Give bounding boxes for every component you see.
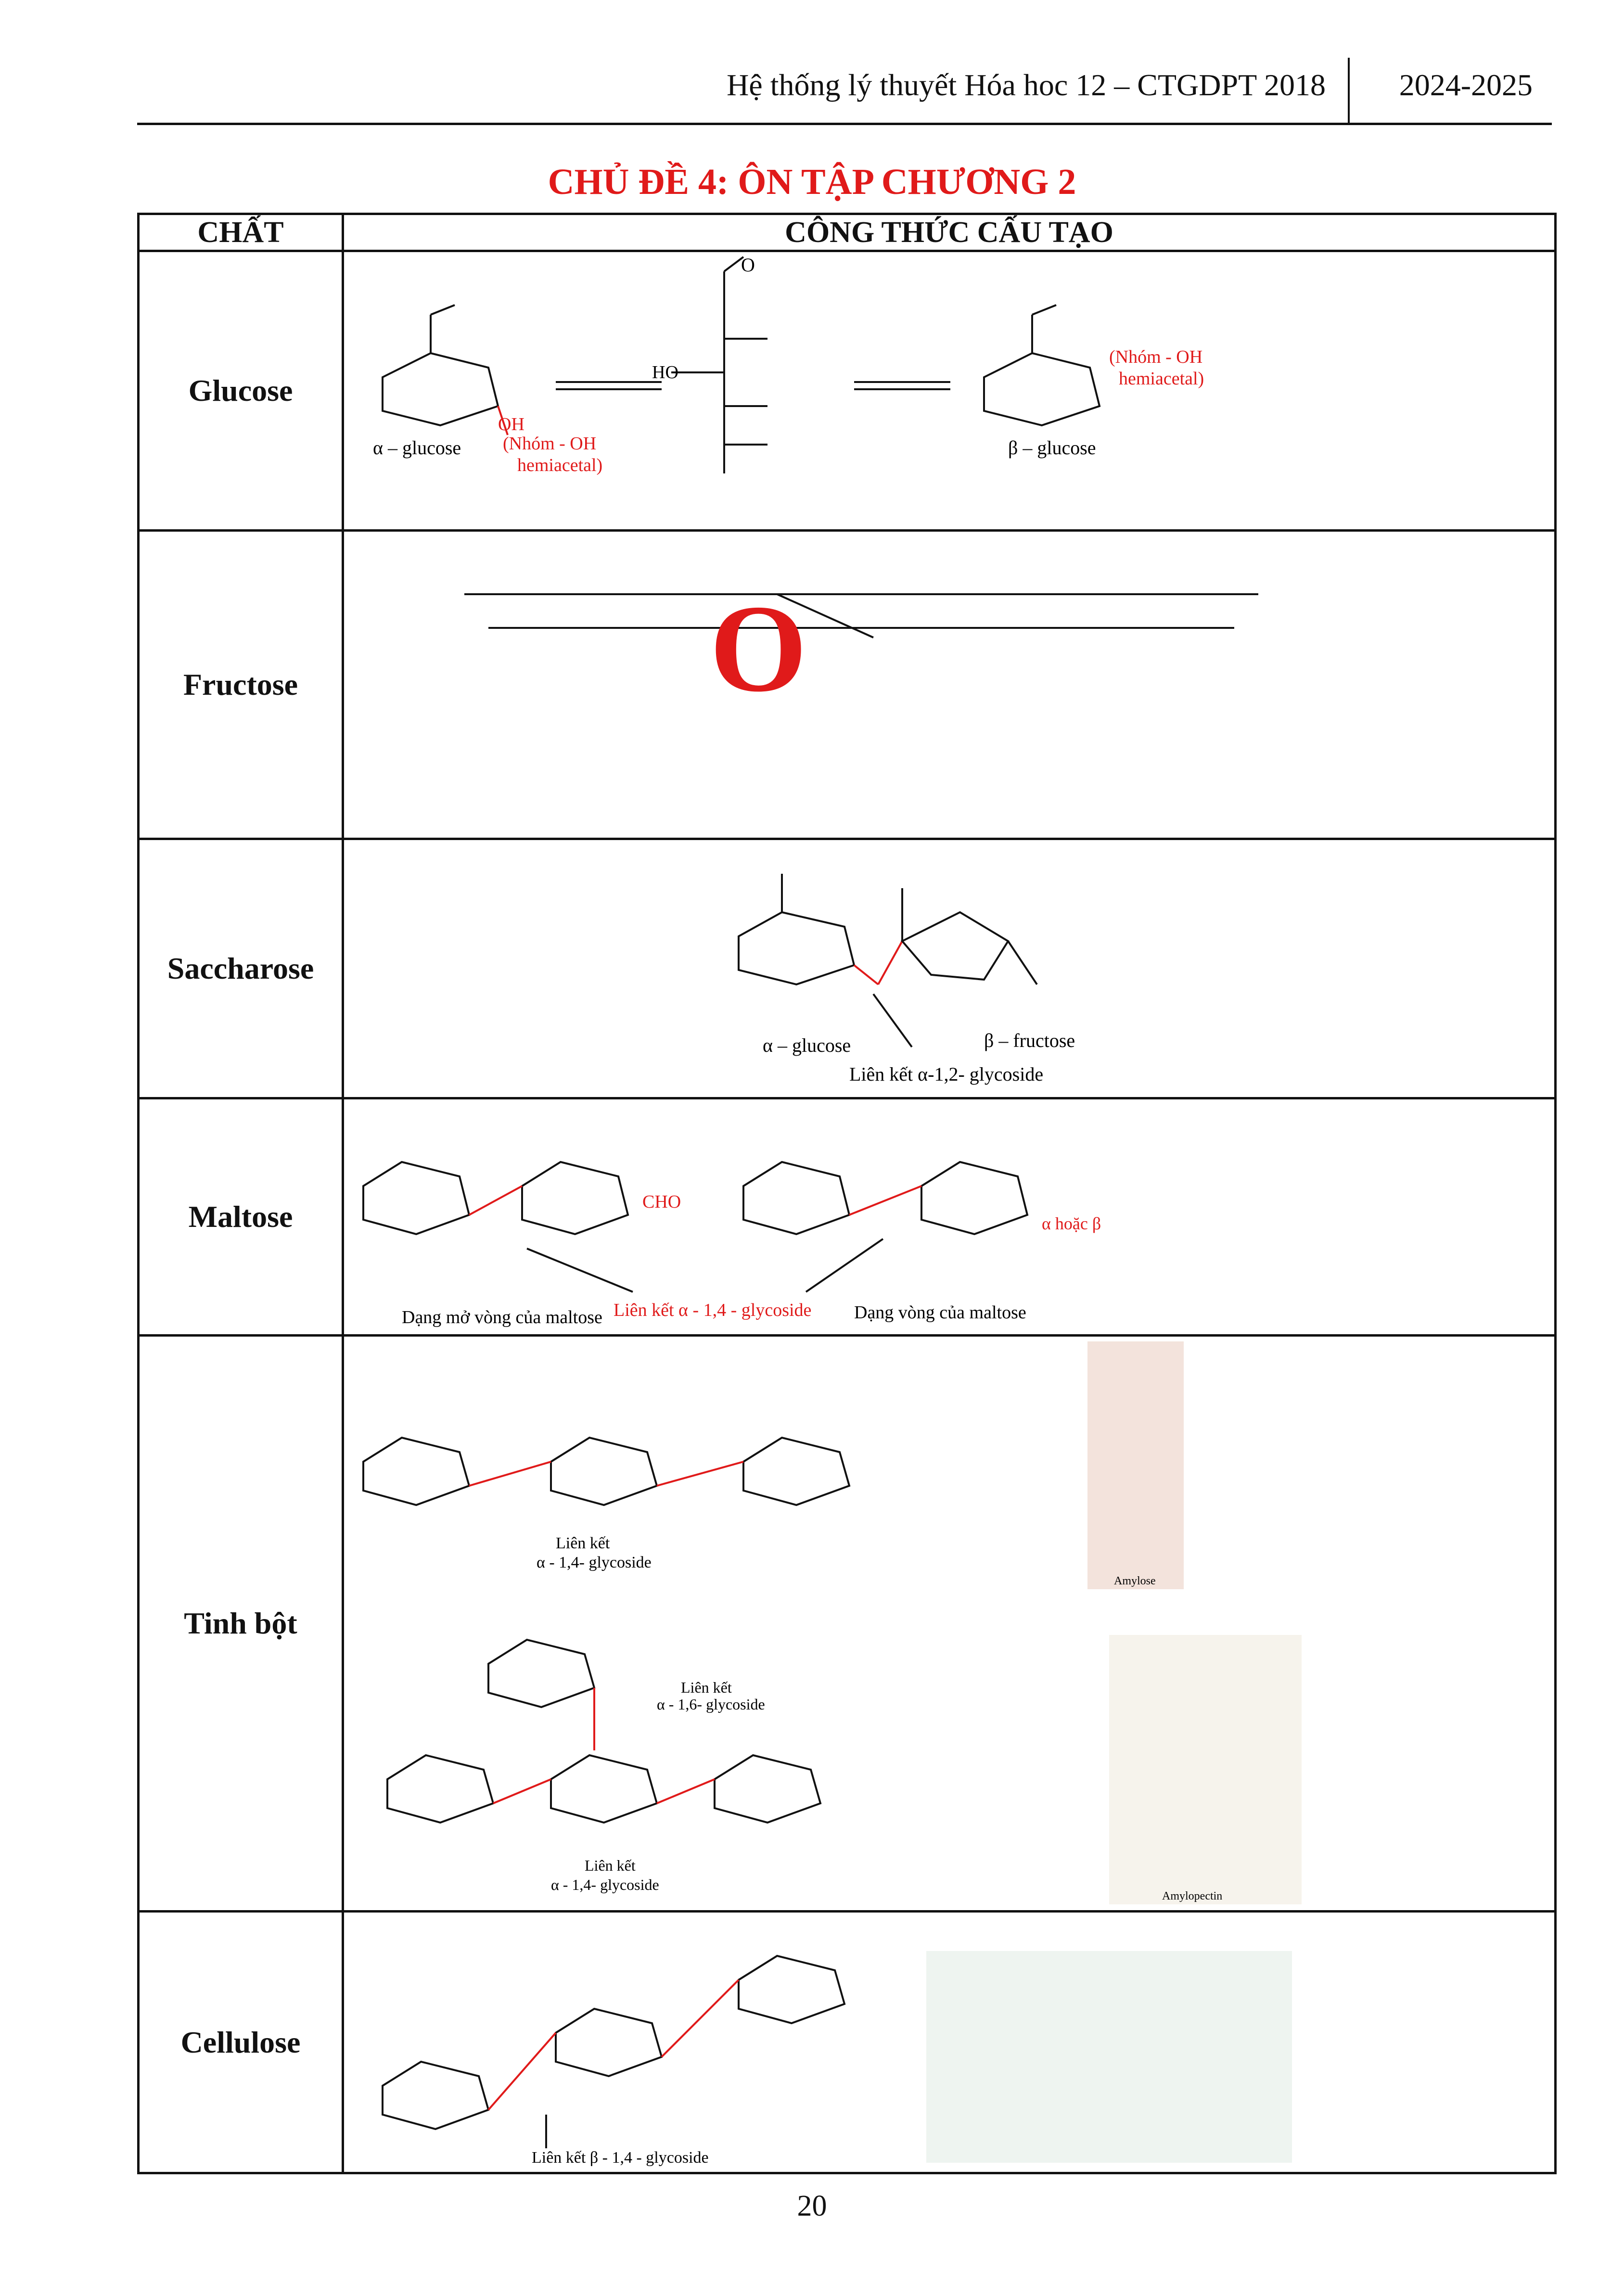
amylose-image (1087, 1341, 1184, 1589)
aldehyde-o-label: O (741, 254, 755, 276)
hemiacetal-note: (Nhóm - OH (503, 434, 597, 454)
amylopectin-branch-ring (488, 1640, 594, 1707)
substance-name: Maltose (139, 1098, 343, 1336)
cho-label: CHO (642, 1192, 681, 1212)
bond-16-label: Liên kết (681, 1679, 732, 1696)
table-row (139, 1336, 1556, 1912)
structure-cell (343, 1098, 1556, 1336)
bond-14-label: Liên kết (556, 1534, 610, 1552)
page-number: 20 (797, 2190, 827, 2222)
carbohydrate-table (137, 213, 1557, 2174)
cellulose-ring-3 (739, 1956, 844, 2023)
page-header (137, 58, 1552, 125)
table-row (139, 1098, 1556, 1336)
column-header-substance: CHẤT (139, 214, 343, 251)
maltose-ring-2 (921, 1162, 1027, 1234)
header-year: 2024-2025 (1399, 68, 1533, 102)
oh-label: OH (498, 414, 524, 434)
ring-oxygen-label: O (710, 579, 807, 718)
glycoside-bond-label: Liên kết α - 1,4 - glycoside (614, 1300, 812, 1320)
structure-cell (343, 1912, 1556, 2173)
substance-name: Cellulose (139, 1912, 343, 2173)
cellulose-fiber-image (926, 1951, 1292, 2163)
header-title: Hệ thống lý thuyết Hóa hoc 12 – CTGDPT 2018 (727, 68, 1326, 102)
open-form-label: Dạng mở vòng của maltose (402, 1307, 602, 1327)
substance-name: Tinh bột (139, 1336, 343, 1912)
hemiacetal-note-beta: (Nhóm - OH (1109, 347, 1203, 367)
cellulose-structure-diagram (344, 1913, 1559, 2171)
alpha-or-beta-label: α hoặc β (1042, 1214, 1101, 1233)
hemiacetal-note-beta-2: hemiacetal) (1119, 369, 1204, 389)
bond-16-label-2: α - 1,6- glycoside (657, 1696, 765, 1713)
topic-title: CHỦ ĐỀ 4: ÔN TẬP CHƯƠNG 2 (548, 162, 1076, 202)
beta-glucose-label: β – glucose (1008, 437, 1096, 459)
substance-name: Saccharose (139, 839, 343, 1098)
glucose-structure-diagram (344, 252, 1559, 528)
ho-label: HO (652, 362, 678, 383)
hemiacetal-note-2: hemiacetal) (517, 455, 603, 475)
structure-cell (343, 251, 1556, 531)
amylose-ring-1 (363, 1438, 469, 1505)
bond-14-lower-label: Liên kết (585, 1857, 636, 1874)
table-row (139, 531, 1556, 839)
beta-fructose-label: β – fructose (984, 1030, 1075, 1051)
table-row (139, 839, 1556, 1098)
maltose-open-ring-1 (363, 1162, 469, 1234)
column-header-formula: CÔNG THỨC CẤU TẠO (343, 214, 1556, 251)
structure-cell (343, 531, 1556, 839)
amylose-caption: Amylose (1114, 1575, 1156, 1587)
cellulose-ring-2 (556, 2009, 662, 2076)
alpha-glucose-label: α – glucose (763, 1034, 851, 1056)
amylose-ring-2 (551, 1438, 657, 1505)
table-row (139, 251, 1556, 531)
structure-cell (343, 839, 1556, 1098)
alpha-glucose-label: α – glucose (373, 437, 461, 459)
maltose-open-ring-2 (522, 1162, 628, 1234)
ring-form-label: Dạng vòng của maltose (854, 1302, 1026, 1323)
substance-name: Fructose (139, 531, 343, 839)
table-row (139, 1912, 1556, 2173)
structure-cell (343, 1336, 1556, 1912)
maltose-structure-diagram (344, 1099, 1559, 1333)
glycoside-bond-label: Liên kết α-1,2- glycoside (849, 1063, 1044, 1085)
substance-name: Glucose (139, 251, 343, 531)
maltose-ring-1 (743, 1162, 849, 1234)
amylopectin-ring-2 (551, 1755, 657, 1823)
fructose-structure-diagram (344, 532, 1559, 837)
glucose-ring (739, 912, 854, 984)
amylopectin-ring-3 (715, 1755, 820, 1823)
starch-structure-diagram (344, 1337, 1559, 1909)
bond-14-label-2: α - 1,4- glycoside (537, 1554, 652, 1571)
table-header-row (139, 214, 1556, 251)
cellulose-ring-1 (383, 2062, 488, 2129)
amylose-ring-3 (743, 1438, 849, 1505)
beta-glucose-ring (984, 353, 1100, 425)
header-divider (1348, 58, 1350, 123)
amylopectin-caption: Amylopectin (1162, 1890, 1223, 1902)
amylopectin-ring-1 (387, 1755, 493, 1823)
glycoside-bond-label: Liên kết β - 1,4 - glycoside (532, 2149, 709, 2167)
fructose-ring (902, 912, 1008, 980)
alpha-glucose-ring (383, 353, 498, 425)
amylopectin-image (1109, 1635, 1302, 1904)
bond-14-lower-label-2: α - 1,4- glycoside (551, 1876, 659, 1893)
saccharose-structure-diagram (344, 840, 1559, 1096)
